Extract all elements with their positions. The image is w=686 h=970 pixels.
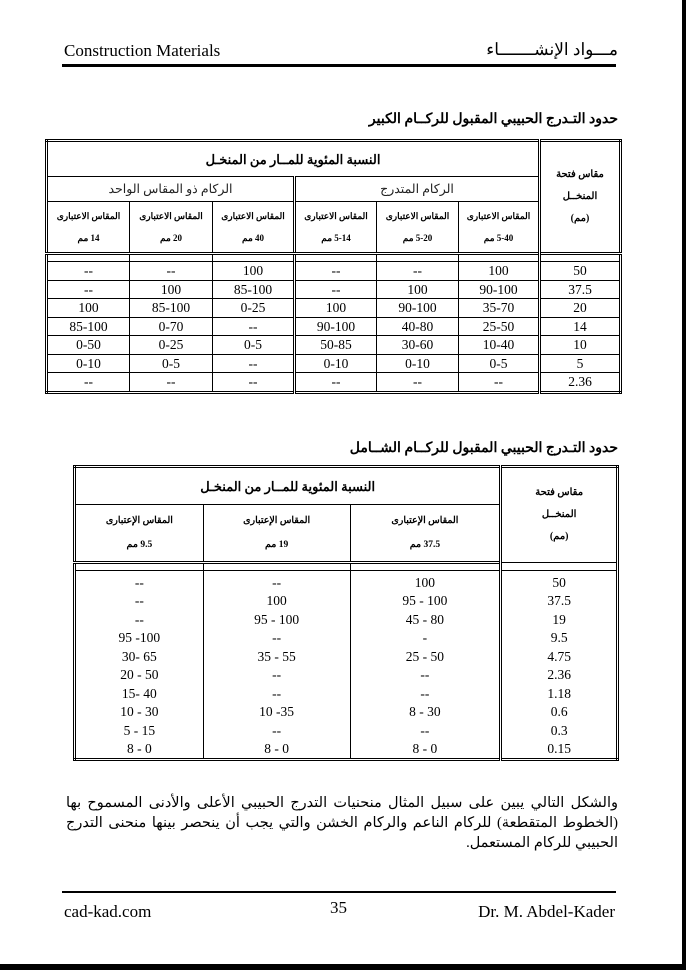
table1-group-graded: الركام المتدرج bbox=[295, 177, 540, 202]
sieve-size-cell: 2.36 bbox=[501, 666, 618, 685]
table-cell: 8 - 0 bbox=[75, 740, 204, 760]
table2-sieve-header bbox=[501, 467, 618, 563]
sieve-size-cell: 4.75 bbox=[501, 647, 618, 666]
sieve-size-cell: 19 bbox=[501, 610, 618, 629]
table-cell: 45 - 80 bbox=[350, 610, 501, 629]
table-cell: -- bbox=[130, 262, 213, 281]
table-cell: -- bbox=[75, 571, 204, 592]
table-row bbox=[75, 629, 618, 648]
table-row bbox=[75, 684, 618, 703]
table-cell: 100 bbox=[350, 571, 501, 592]
size-col-header: المقاس الاعتبارى 5-40 مم bbox=[459, 202, 540, 254]
table-cell: 0-50 bbox=[47, 336, 130, 355]
table-cell: -- bbox=[350, 721, 501, 740]
table-cell: 5 - 15 bbox=[75, 721, 204, 740]
table-cell: -- bbox=[377, 262, 459, 281]
header-rule bbox=[62, 64, 616, 67]
table-cell: -- bbox=[203, 666, 350, 685]
table-cell: 25-50 bbox=[459, 317, 540, 336]
table-cell: 10-40 bbox=[459, 336, 540, 355]
all-in-aggregate-grading-table bbox=[73, 465, 619, 761]
table-row bbox=[47, 280, 621, 299]
table-cell: 25 - 50 bbox=[350, 647, 501, 666]
table-cell: 95 -100 bbox=[75, 629, 204, 648]
table-cell: 0-10 bbox=[47, 354, 130, 373]
sieve-header-line1: مقاس فتحة bbox=[556, 169, 604, 180]
table-cell: -- bbox=[203, 571, 350, 592]
size-col-header: المقاس الاعتبارى 5-14 مم bbox=[295, 202, 377, 254]
table-cell: 20 - 50 bbox=[75, 666, 204, 685]
table-cell: 0-5 bbox=[459, 354, 540, 373]
table-cell: -- bbox=[203, 684, 350, 703]
table-cell: 30-60 bbox=[377, 336, 459, 355]
table-cell: 100 bbox=[130, 280, 213, 299]
coarse-aggregate-grading-table bbox=[45, 139, 622, 394]
table-cell: 50-85 bbox=[295, 336, 377, 355]
size-col-header: المقاس الاعتبارى 40 مم bbox=[213, 202, 295, 254]
sieve-size-cell: 0.6 bbox=[501, 703, 618, 722]
table2-header-main: النسبة المئوية للمــار من المنخـل bbox=[75, 467, 501, 505]
table-cell: 8 - 0 bbox=[350, 740, 501, 760]
page-number: 35 bbox=[330, 898, 347, 917]
table-row bbox=[75, 721, 618, 740]
sieve-size-cell: 50 bbox=[540, 262, 621, 281]
size-col-header: المقاس الاعتبارى 5-20 مم bbox=[377, 202, 459, 254]
sieve-size-cell: 9.5 bbox=[501, 629, 618, 648]
table-row bbox=[75, 647, 618, 666]
table-row bbox=[75, 592, 618, 611]
table1-header-main: النسبة المئوية للمــار من المنخـل bbox=[47, 141, 540, 177]
size-col-header: المقاس الإعتبارى 9.5 مم bbox=[75, 505, 204, 563]
table1-group-single: الركام ذو المقاس الواحد bbox=[47, 177, 295, 202]
body-paragraph: والشكل التالي يبين على سبيل المثال منحنيات التدرج الحبيبي الأعلى والأدنى المسموح بها (الخطوط المتقطعة) للركام الناعم والركام الخشن والتي يجب أن ينحصر بينها منحنى التدرج الحبيبي للركام المستعمل. bbox=[66, 795, 618, 851]
sieve-size-cell: 50 bbox=[501, 571, 618, 592]
table-cell: 0-10 bbox=[377, 354, 459, 373]
footer-rule bbox=[62, 891, 616, 893]
section2-title: حدود التـدرج الحبيبي المقبول للركــام الشــامل bbox=[349, 441, 618, 456]
table-cell: -- bbox=[213, 354, 295, 373]
sieve-size-cell: 10 bbox=[540, 336, 621, 355]
page-edge-bottom bbox=[0, 964, 686, 970]
table-cell: -- bbox=[130, 373, 213, 393]
header-arabic-title: مـــواد الإنشـــــــاء bbox=[486, 40, 618, 59]
table-cell: -- bbox=[203, 721, 350, 740]
table-cell: -- bbox=[75, 592, 204, 611]
table-cell: 100 bbox=[47, 299, 130, 318]
table-cell: 40-80 bbox=[377, 317, 459, 336]
table-cell: -- bbox=[295, 373, 377, 393]
size-col-header: المقاس الإعتبارى 19 مم bbox=[203, 505, 350, 563]
table-cell: -- bbox=[295, 262, 377, 281]
table-cell: 90-100 bbox=[377, 299, 459, 318]
table-cell: -- bbox=[295, 280, 377, 299]
table-cell: 85-100 bbox=[130, 299, 213, 318]
table-row bbox=[75, 740, 618, 760]
table-cell: -- bbox=[75, 610, 204, 629]
table-cell: 100 bbox=[459, 262, 540, 281]
table-cell: 100 bbox=[213, 262, 295, 281]
table-cell: -- bbox=[350, 684, 501, 703]
table-cell: -- bbox=[213, 317, 295, 336]
page-edge-right bbox=[682, 0, 686, 970]
table-cell: 100 bbox=[377, 280, 459, 299]
table-cell: 30- 65 bbox=[75, 647, 204, 666]
table-cell: 8 - 30 bbox=[350, 703, 501, 722]
table-cell: 100 bbox=[203, 592, 350, 611]
table-cell: -- bbox=[459, 373, 540, 393]
table-row bbox=[75, 703, 618, 722]
sieve-size-cell: 1.18 bbox=[501, 684, 618, 703]
table-cell: 8 - 0 bbox=[203, 740, 350, 760]
table-cell: 85-100 bbox=[47, 317, 130, 336]
size-col-header: المقاس الإعتبارى 37.5 مم bbox=[350, 505, 501, 563]
table-cell: -- bbox=[350, 666, 501, 685]
sieve-header-line2: المنخــل bbox=[541, 509, 577, 520]
table-cell: 0-5 bbox=[130, 354, 213, 373]
table-row bbox=[47, 373, 621, 393]
table-cell: 0-5 bbox=[213, 336, 295, 355]
table-row bbox=[47, 354, 621, 373]
table-row bbox=[47, 336, 621, 355]
table-row bbox=[75, 610, 618, 629]
sieve-header-line1: مقاس فتحة bbox=[535, 487, 584, 498]
table-cell: -- bbox=[47, 262, 130, 281]
table-cell: 10 -35 bbox=[203, 703, 350, 722]
sieve-size-cell: 14 bbox=[540, 317, 621, 336]
sieve-size-cell: 5 bbox=[540, 354, 621, 373]
table-cell: 100 bbox=[295, 299, 377, 318]
sieve-header-line2: المنخــل bbox=[562, 191, 598, 202]
table-cell: 95 - 100 bbox=[203, 610, 350, 629]
header-book-title: Construction Materials bbox=[64, 41, 221, 60]
table-cell: 90-100 bbox=[295, 317, 377, 336]
sieve-header-line3: (مم) bbox=[570, 213, 590, 224]
table-cell: 35-70 bbox=[459, 299, 540, 318]
table-cell: -- bbox=[213, 373, 295, 393]
table-cell: 35 - 55 bbox=[203, 647, 350, 666]
sieve-size-cell: 20 bbox=[540, 299, 621, 318]
table-cell: 0-10 bbox=[295, 354, 377, 373]
table-row bbox=[75, 666, 618, 685]
table-cell: -- bbox=[377, 373, 459, 393]
table-row bbox=[47, 299, 621, 318]
size-col-header: المقاس الاعتبارى 20 مم bbox=[130, 202, 213, 254]
table-cell: 0-25 bbox=[130, 336, 213, 355]
sieve-size-cell: 0.3 bbox=[501, 721, 618, 740]
table-cell: 0-25 bbox=[213, 299, 295, 318]
table-cell: 95 - 100 bbox=[350, 592, 501, 611]
sieve-header-line3: (مم) bbox=[549, 531, 569, 542]
size-col-header: المقاس الاعتبارى 14 مم bbox=[47, 202, 130, 254]
table-row bbox=[47, 262, 621, 281]
table-cell: -- bbox=[203, 629, 350, 648]
table-cell: -- bbox=[47, 373, 130, 393]
table-row bbox=[75, 571, 618, 592]
sieve-size-cell: 0.15 bbox=[501, 740, 618, 760]
sieve-size-cell: 37.5 bbox=[501, 592, 618, 611]
table-row bbox=[47, 317, 621, 336]
table-cell: - bbox=[350, 629, 501, 648]
table-cell: 0-70 bbox=[130, 317, 213, 336]
table-cell: 90-100 bbox=[459, 280, 540, 299]
sieve-size-cell: 2.36 bbox=[540, 373, 621, 393]
footer-website: cad-kad.com bbox=[64, 902, 152, 921]
table-cell: 15- 40 bbox=[75, 684, 204, 703]
section1-title: حدود التـدرج الحبيبي المقبول للركــام الكبير bbox=[368, 112, 618, 127]
table1-sieve-header bbox=[540, 141, 621, 254]
table-cell: 10 - 30 bbox=[75, 703, 204, 722]
table-cell: 85-100 bbox=[213, 280, 295, 299]
table-cell: -- bbox=[47, 280, 130, 299]
footer-author: Dr. M. Abdel-Kader bbox=[478, 902, 615, 921]
sieve-size-cell: 37.5 bbox=[540, 280, 621, 299]
